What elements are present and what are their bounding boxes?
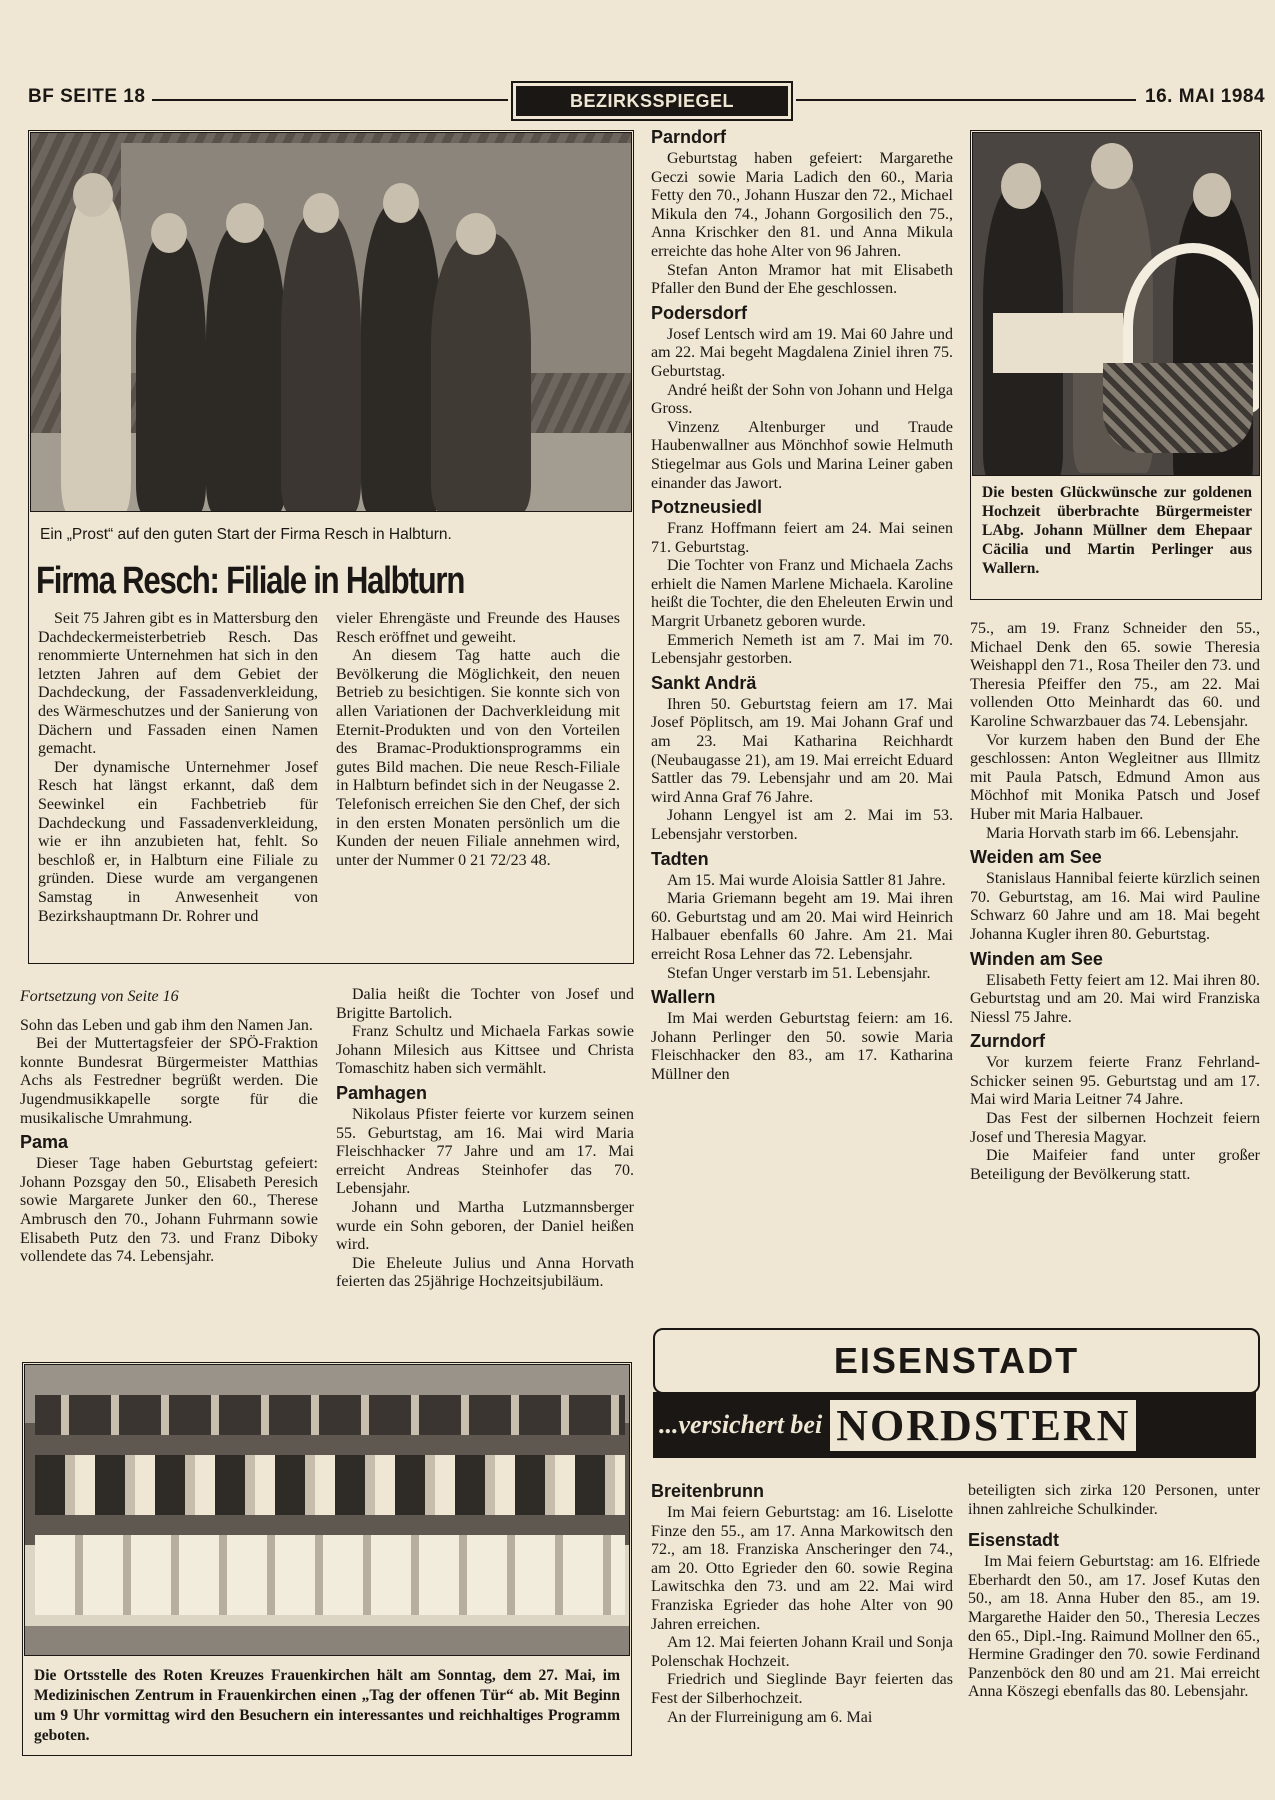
middle-col	[651, 126, 953, 1085]
paragraph: Elisabeth Fetty feiert am 12. Mai ihren 80. Geburtstag und am 20. Mai wird Franziska Niessl 75 Jahre.	[970, 971, 1260, 1026]
paragraph: Im Mai werden Geburtstag feiern: am 16. Johann Perlinger den 50. sowie Maria Fleischhacker den 83., am 17. Katharina Müllner den	[651, 1010, 953, 1083]
ad-eisenstadt-banner	[653, 1328, 1260, 1394]
paragraph: Geburtstag haben gefeiert: Margarethe Geczi sowie Maria Ladich den 60., Maria Fetty den 70., Johann Huszar den 72., Michael Mikula den 74., Johann Gorgosilich den 75., Anna Krischker den 81. und Anna Mikula erreichte das hohe Alter von 96 Jahren.	[651, 150, 953, 260]
paragraph: Sohn das Leben und gab ihm den Namen Jan.	[20, 1016, 313, 1034]
section-heading-pamhagen: Pamhagen	[336, 1082, 428, 1103]
section-heading-breitenbrunn: Breitenbrunn	[651, 1481, 765, 1501]
bottom-col1	[651, 1480, 953, 1727]
section-heading-eisenstadt: Eisenstadt	[968, 1530, 1060, 1551]
paragraph: Dalia heißt die Tochter von Josef und Brigitte Bartolich.	[336, 986, 634, 1022]
paragraph: Der dynamische Unternehmer Josef Resch hat längst erkannt, daß dem Seewinkel ein Fachbetrieb für Dachdeckung und Fassadenverkleidung, wie er ihn anzubieten hat, fehlt. So beschloß er, in Halbturn eine Filiale zu gründen. Diese wurde am vergangenen Samstag in Anwesenheit von Bezirkshauptmann Dr. Rohrer und	[38, 758, 318, 925]
article-resch-col2	[336, 610, 620, 870]
section-heading-winden: Winden am See	[970, 948, 1103, 969]
ad-brand-nordstern: NORDSTERN	[830, 1400, 1136, 1451]
paragraph: Stanislaus Hannibal feierte kürzlich seinen 70. Geburtstag, am 16. Mai wird Pauline Schwarz 60 Jahre und am 18. Mai begeht Johanna Kugler ihren 80. Geburtstag.	[970, 870, 1260, 943]
header-rule-right	[796, 99, 1136, 101]
paragraph: Ihren 50. Geburtstag feiern am 17. Mai Josef Pöplitsch, am 19. Mai Johann Graf und am 23. Mai Katharina Reichhardt (Neubaugasse 21), am 19. Mai erreicht Eduard Sattler das 79. Lebensjahr und am 20. Mai wird Anna Graf 76 Jahre.	[651, 695, 953, 806]
continuation-col2	[336, 986, 634, 1292]
paragraph: Franz Schultz und Michaela Farkas sowie Johann Milesich aus Kittsee und Christa Tomaschitz haben sich vermählt.	[336, 1023, 634, 1078]
paragraph: Josef Lentsch wird am 19. Mai 60 Jahre und am 22. Mai begeht Magdalena Ziniel ihren 75. Geburtstag.	[651, 325, 953, 380]
section-heading-zurndorf: Zurndorf	[970, 1031, 1045, 1052]
photo-golden-wedding	[972, 132, 1260, 476]
paragraph: Die Eheleute Julius und Anna Horvath feierten das 25jährige Hochzeitsjubiläum.	[336, 1254, 634, 1291]
photo-resch-opening	[30, 132, 632, 512]
paragraph: Vor kurzem haben den Bund der Ehe geschlossen: Anton Wegleitner aus Illmitz mit Paula Patsch, Edmund Amon aus Möchhof mit Monika Patsch und Josef Huber mit Maria Halbauer.	[970, 731, 1260, 823]
continuation-label: Fortsetzung von Seite 16	[20, 988, 179, 1005]
paragraph: Maria Griemann begeht am 19. Mai ihren 60. Geburtstag und am 20. Mai wird Heinrich Halbauer ebenfalls 60 Jahre. Am 21. Mai erreicht Rosa Lehner das 72. Lebensjahr.	[651, 890, 953, 963]
photo-red-cross-group	[24, 1364, 630, 1656]
ad-nordstern-banner	[653, 1392, 1256, 1458]
paragraph: Stefan Unger verstarb im 51. Lebensjahr.	[667, 964, 931, 982]
paragraph: André heißt der Sohn von Johann und Helga Gross.	[651, 381, 953, 418]
paragraph: Im Mai feiern Geburtstag: am 16. Elfriede Eberhardt den 50., am 17. Josef Kutas den 50., am 18. Anna Huber den 85., am 19. Margarethe Haider den 50., Theresia Leczes den 65., Dipl.-Ing. Raimund Mollner den 65., Hermine Gradinger den 70. sowie Ferdinand Panzenböck den 80 und am 21. Mai erreicht Anna Köszegi ebenfalls das 80. Lebensjahr.	[968, 1553, 1260, 1701]
photo-caption-resch: Ein „Prost“ auf den guten Start der Firma Resch in Halbturn.	[40, 526, 452, 543]
ad-eisenstadt-text: EISENSTADT	[833, 1340, 1080, 1381]
section-heading-potzneusiedl: Potzneusiedl	[651, 497, 763, 518]
paragraph: Bei der Muttertagsfeier der SPÖ-Fraktion konnte Bundesrat Bürgermeister Matthias Achs als Festredner begrüßt werden. Die Jugendmusikkapelle sorgte für die musikalische Umrahmung.	[20, 1035, 318, 1127]
section-heading-parndorf: Parndorf	[651, 127, 727, 147]
paragraph: Die Tochter von Franz und Michaela Zachs erhielt die Namen Marlene Michaela. Karoline heißt die Tochter, die den Eheleuten Erwin und Margrit Urbanetz geboren wurde.	[651, 557, 953, 631]
paragraph: Maria Horvath starb im 66. Lebensjahr.	[986, 824, 1239, 842]
paragraph: Vor kurzem feierte Franz Fehrland-Schicker seinen 95. Geburtstag und am 17. Mai wird Maria Leitner 74 Jahre.	[970, 1054, 1260, 1109]
paragraph: Nikolaus Pfister feierte vor kurzem seinen 55. Geburtstag, am 16. Mai wird Maria Fleischhacker 77 Jahre und am 17. Mai erreicht Andreas Steinhofer das 70. Lebensjahr.	[336, 1105, 634, 1198]
continuation-col1	[20, 988, 318, 1267]
header-rule-left	[152, 99, 508, 101]
paragraph: Stefan Anton Mramor hat mit Elisabeth Pfaller den Bund der Ehe geschlossen.	[651, 261, 953, 298]
paragraph: Die Maifeier fand unter großer Beteiligung der Bevölkerung statt.	[970, 1147, 1260, 1183]
paragraph: Das Fest der silbernen Hochzeit feiern Josef und Theresia Magyar.	[970, 1110, 1260, 1146]
paragraph: 75., am 19. Franz Schneider den 55., Michael Denk den 65. sowie Theresia Weishappl den 71., Rosa Theiler den 73. und Theresia Pfeiffer den 75., am 22. Mai vollenden Otto Meinhardt das 60. und Karoline Schwarzbauer das 74. Lebensjahr.	[970, 620, 1260, 730]
section-heading-weiden: Weiden am See	[970, 847, 1102, 868]
paragraph: vieler Ehrengäste und Freunde des Hauses Resch eröffnet und geweiht.	[336, 610, 620, 646]
paragraph: Franz Hoffmann feiert am 24. Mai seinen 71. Geburtstag.	[651, 520, 953, 556]
section-heading-pama: Pama	[20, 1132, 69, 1153]
issue-date: 16. MAI 1984	[1145, 86, 1266, 107]
paragraph: Am 15. Mai wurde Aloisia Sattler 81 Jahre.	[667, 871, 946, 889]
section-heading-tadten: Tadten	[651, 848, 709, 869]
paragraph: beteiligten sich zirka 120 Personen, unter ihnen zahlreiche Schulkinder.	[968, 1482, 1260, 1518]
paragraph: Emmerich Nemeth ist am 7. Mai im 70. Lebensjahr gestorben.	[651, 631, 953, 668]
paragraph: Dieser Tage haben Geburtstag gefeiert: Johann Pozsgay den 50., Elisabeth Peresich sowie Margarete Junker den 60., Therese Ambrusch den 70., Johann Fuhrmann sowie Elisabeth Putz den 73. und Franz Diboky vollendete das 74. Lebensjahr.	[20, 1155, 318, 1266]
section-heading-podersdorf: Podersdorf	[651, 302, 748, 323]
bottom-col2	[968, 1482, 1260, 1702]
page-number: BF SEITE 18	[28, 86, 146, 107]
article-headline: Firma Resch: Filiale in Halbturn	[36, 560, 465, 602]
paragraph: Vinzenz Altenburger und Traude Haubenwallner aus Mönchhof sowie Helmuth Stiegelmar aus Gols und Marina Leiner gaben einander das Jawort.	[651, 418, 953, 492]
paragraph: Johann Lengyel ist am 2. Mai im 53. Lebensjahr verstorben.	[651, 807, 953, 843]
photo-caption-golden-wedding: Die besten Glückwünsche zur goldenen Hochzeit überbrachte Bürgermeister LAbg. Johann Müllner dem Ehepaar Cäcilia und Martin Perlinger aus Wallern.	[982, 484, 1252, 577]
paragraph: Seit 75 Jahren gibt es in Mattersburg den Dachdeckermeisterbetrieb Resch. Das renommierte Unternehmen hat sich in den letzten Jahren auf dem Gebiet der Dachdeckung, der Fassadenverkleidung, des Wärmeschutzes und der Sanierung von Dächern und Fassaden einen Namen gemacht.	[38, 610, 318, 758]
paragraph: An der Flurreinigung am 6. Mai	[667, 1708, 873, 1726]
paragraph: Friedrich und Sieglinde Bayr feierten das Fest der Silberhochzeit.	[651, 1671, 953, 1707]
paragraph: Johann und Martha Lutzmannsberger wurde ein Sohn geboren, der Daniel heißen wird.	[336, 1198, 634, 1254]
paragraph: Am 12. Mai feierten Johann Krail und Sonja Polenschak Hochzeit.	[651, 1634, 953, 1670]
right-col	[970, 620, 1260, 1184]
paragraph: Im Mai feiern Geburtstag: am 16. Liselotte Finze den 55., am 17. Anna Markowitsch den 72., am 18. Franziska Anscheringer den 74., am 20. Otto Egrieder den 60. sowie Regina Lawitschka den 73. und am 22. Mai wird Franziska Egrieder das hohe Alter von 90 Jahren erreichen.	[651, 1504, 953, 1633]
section-kicker: BEZIRKSSPIEGEL	[516, 86, 788, 116]
section-heading-wallern: Wallern	[651, 987, 716, 1008]
photo-caption-red-cross: Die Ortsstelle des Roten Kreuzes Frauenkirchen hält am Sonntag, dem 27. Mai, im Medizinischen Zentrum in Frauenkirchen einen „Tag der offenen Tür“ ab. Mit Beginn um 9 Uhr vormittag wird den Besuchern ein interessantes und reichhaltiges Programm geboten.	[34, 1667, 620, 1744]
paragraph: An diesem Tag hatte auch die Bevölkerung die Möglichkeit, den neuen Betrieb zu besichtigen. Sie konnte sich von allen Variationen der Dachverkleidung mit Eternit-Produkten und von den Vorteilen des Bramac-Produktionsprogramms ein gutes Bild machen. Die neue Resch-Filiale in Halbturn befindet sich in der Neugasse 2. Telefonisch erreichen Sie den Chef, der sich in den ersten Monaten persönlich um die Kunden der neuen Filiale annehmen wird, unter der Nummer 0 21 72/23 48.	[336, 647, 620, 869]
ad-tagline: ...versichert bei	[659, 1410, 823, 1439]
article-resch-col1	[38, 610, 318, 926]
section-heading-sankt-andrae: Sankt Andrä	[651, 672, 757, 693]
